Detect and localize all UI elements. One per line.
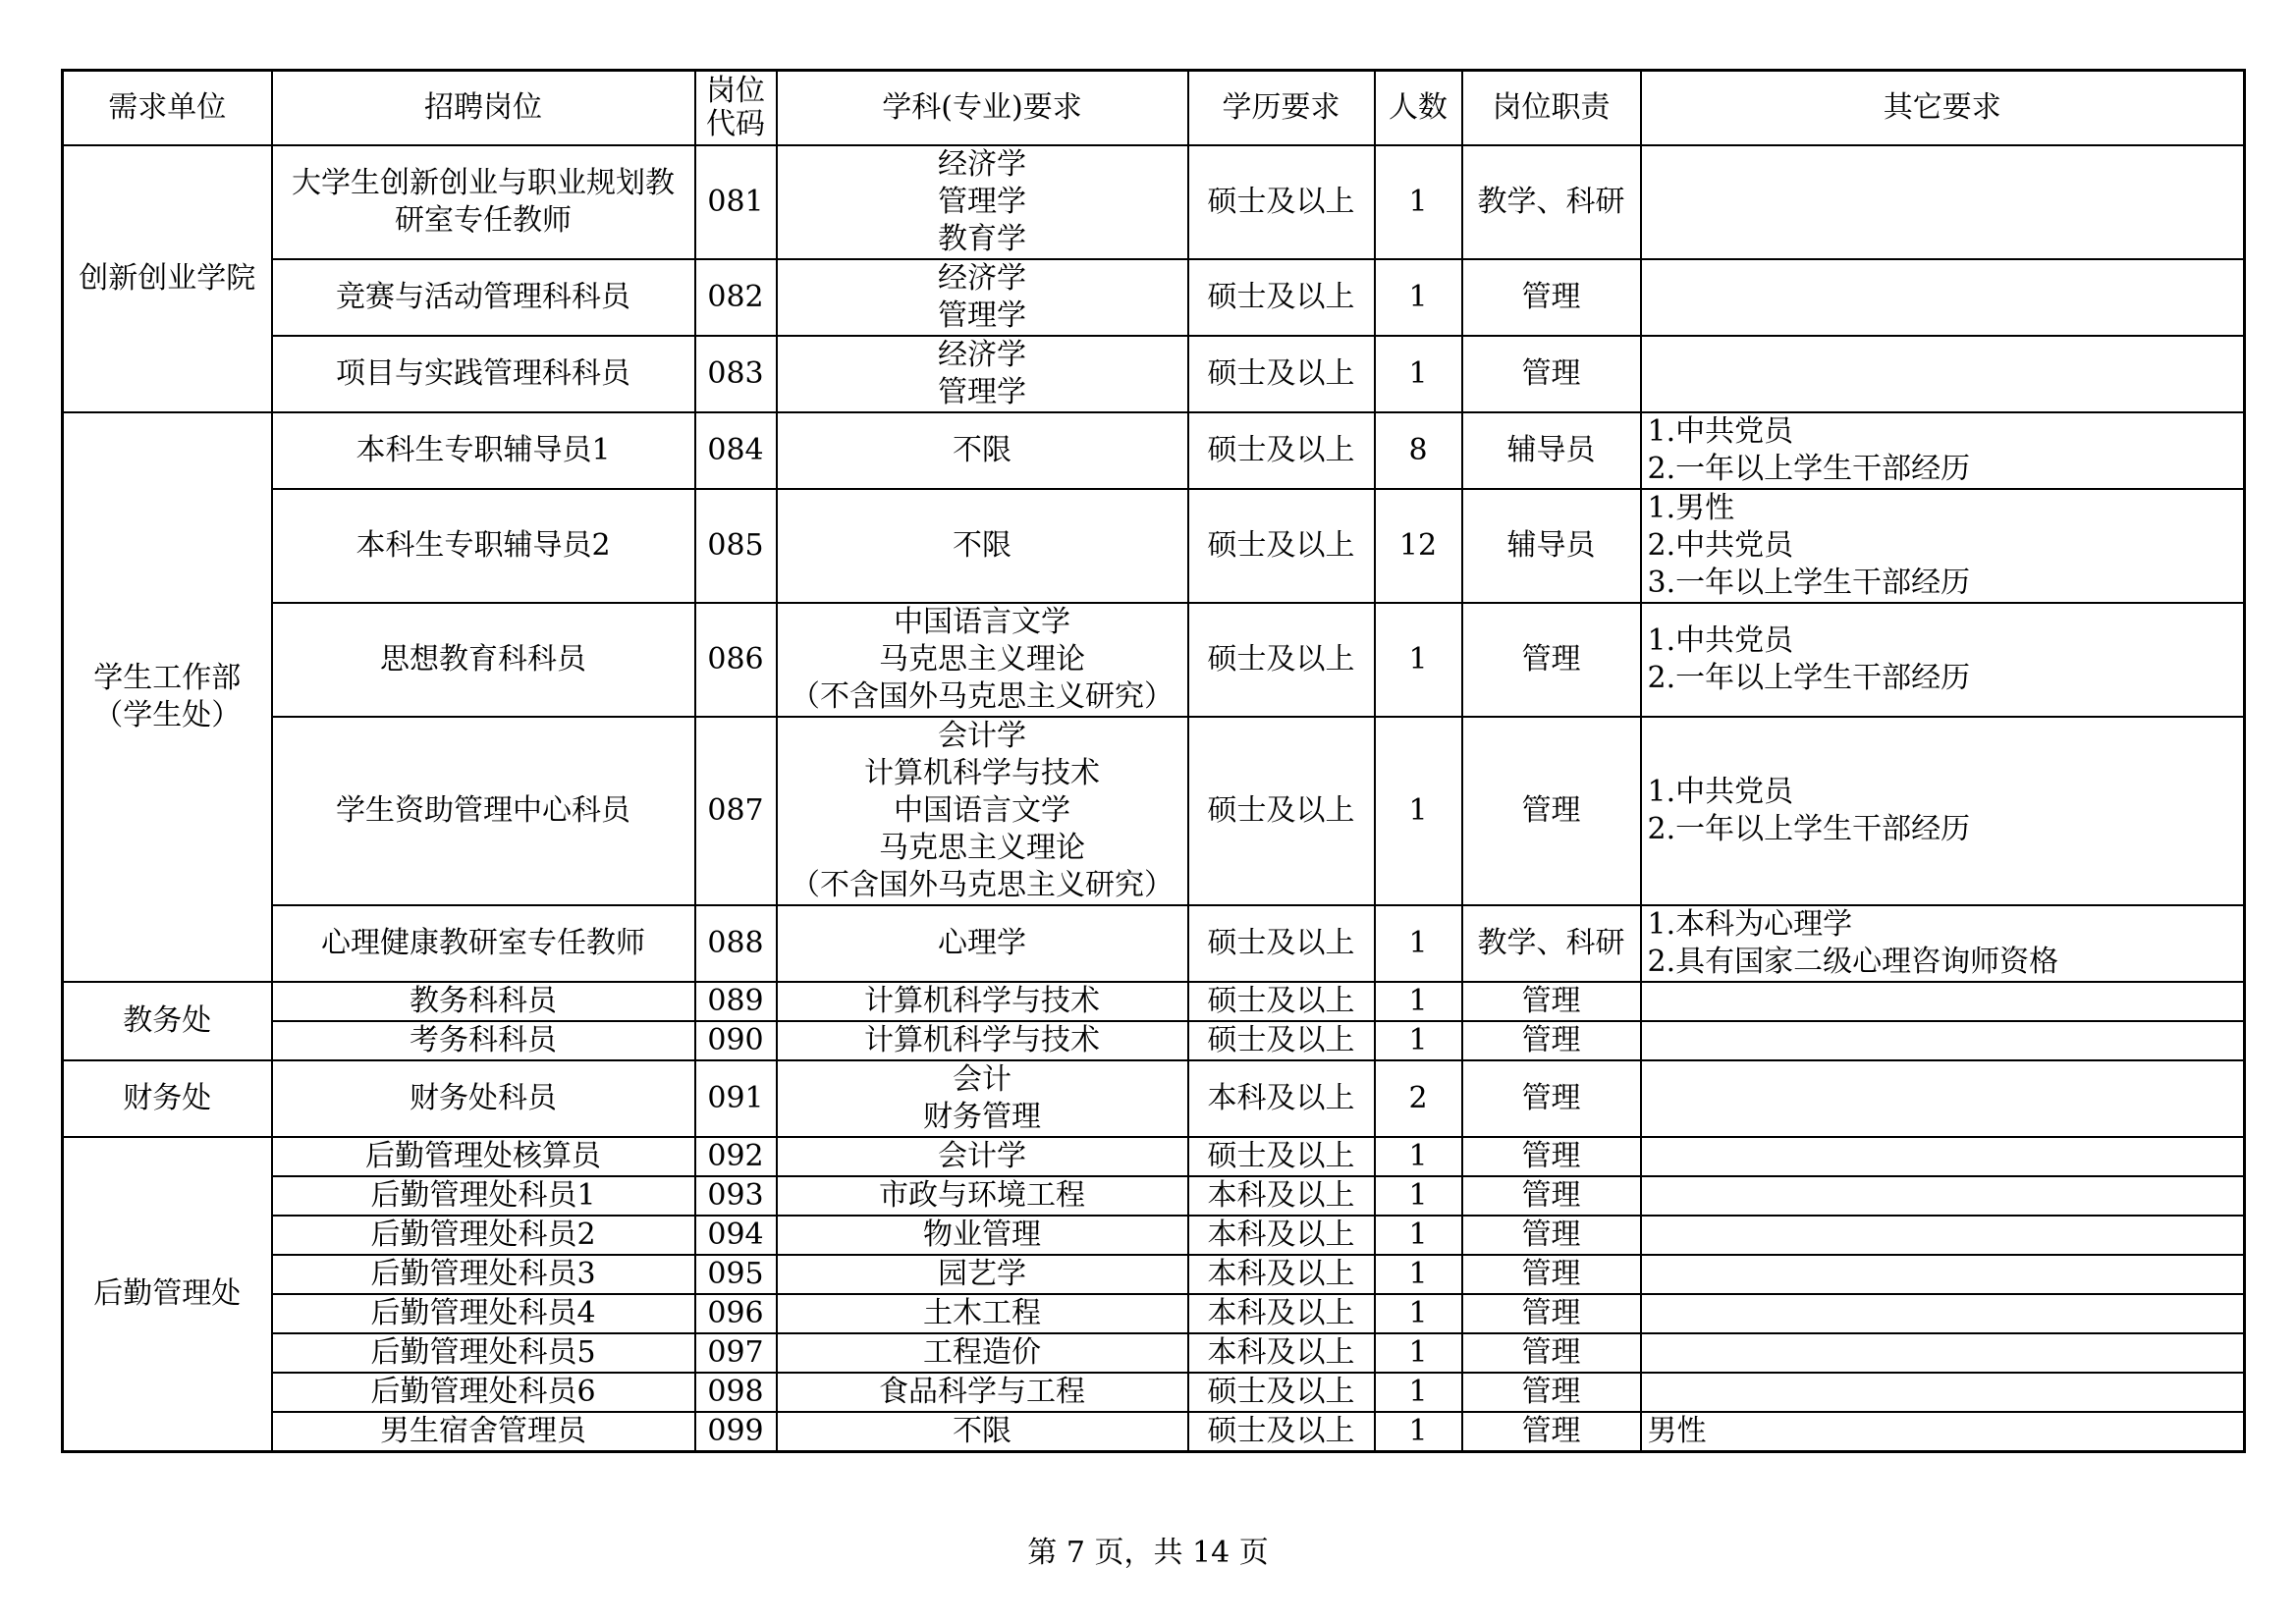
major-cell xyxy=(777,1255,1188,1294)
major-cell-line: 马克思主义理论 xyxy=(879,831,1085,865)
major-cell xyxy=(777,905,1188,982)
position-cell xyxy=(272,1333,695,1373)
position-cell-line: 考务科科员 xyxy=(410,1023,557,1057)
position-cell xyxy=(272,1137,695,1176)
code-cell: 090 xyxy=(695,1021,777,1060)
major-cell xyxy=(777,336,1188,412)
position-cell xyxy=(272,412,695,489)
other-cell xyxy=(1641,982,2245,1021)
duty-cell: 管理 xyxy=(1462,603,1641,717)
major-cell-line: 物业管理 xyxy=(923,1217,1041,1252)
position-cell xyxy=(272,982,695,1021)
table-row xyxy=(63,412,2245,489)
major-cell-line: 不限 xyxy=(953,528,1011,563)
unit-cell-line: 学生工作部 xyxy=(93,661,242,695)
code-cell: 084 xyxy=(695,412,777,489)
duty-cell: 管理 xyxy=(1462,1216,1641,1255)
position-cell-line: 本科生专职辅导员1 xyxy=(355,433,611,467)
code-cell: 099 xyxy=(695,1412,777,1452)
degree-cell: 硕士及以上 xyxy=(1188,603,1375,717)
major-cell-line: 管理学 xyxy=(938,298,1026,333)
other-cell xyxy=(1641,717,2245,905)
count-cell: 1 xyxy=(1375,1176,1462,1216)
count-cell: 1 xyxy=(1375,1294,1462,1333)
code-cell: 085 xyxy=(695,489,777,603)
major-cell-line: 中国语言文学 xyxy=(894,793,1070,828)
position-cell-line: 后勤管理处科员5 xyxy=(370,1335,596,1370)
code-cell: 097 xyxy=(695,1333,777,1373)
duty-cell: 辅导员 xyxy=(1462,489,1641,603)
position-cell xyxy=(272,1176,695,1216)
count-cell: 1 xyxy=(1375,1373,1462,1412)
other-cell xyxy=(1641,1021,2245,1060)
degree-cell: 硕士及以上 xyxy=(1188,489,1375,603)
recruitment-table-container xyxy=(61,69,2243,1453)
position-cell xyxy=(272,1216,695,1255)
position-cell xyxy=(272,1412,695,1452)
degree-cell: 硕士及以上 xyxy=(1188,982,1375,1021)
other-cell xyxy=(1641,1412,2245,1452)
table-row xyxy=(63,145,2245,259)
other-cell xyxy=(1641,1060,2245,1137)
duty-cell: 管理 xyxy=(1462,982,1641,1021)
duty-cell: 管理 xyxy=(1462,1137,1641,1176)
degree-cell: 硕士及以上 xyxy=(1188,259,1375,336)
position-cell-line: 本科生专职辅导员2 xyxy=(355,528,611,563)
position-cell-line: 男生宿舍管理员 xyxy=(380,1414,586,1448)
major-cell-line: 管理学 xyxy=(938,375,1026,409)
code-cell: 095 xyxy=(695,1255,777,1294)
other-cell xyxy=(1641,489,2245,603)
count-cell: 1 xyxy=(1375,1333,1462,1373)
major-cell-line: 经济学 xyxy=(938,261,1026,296)
position-cell-line: 项目与实践管理科科员 xyxy=(336,356,630,391)
degree-cell: 硕士及以上 xyxy=(1188,145,1375,259)
major-cell-line: 经济学 xyxy=(938,338,1026,372)
code-cell: 091 xyxy=(695,1060,777,1137)
position-cell-line: 教务科科员 xyxy=(410,984,557,1018)
header-code-line: 代码 xyxy=(706,107,765,141)
code-cell: 092 xyxy=(695,1137,777,1176)
duty-cell: 管理 xyxy=(1462,1333,1641,1373)
major-cell-line: 经济学 xyxy=(938,147,1026,182)
major-cell xyxy=(777,489,1188,603)
major-cell xyxy=(777,1176,1188,1216)
degree-cell: 硕士及以上 xyxy=(1188,905,1375,982)
position-cell xyxy=(272,1255,695,1294)
header-count: 人数 xyxy=(1375,71,1462,146)
count-cell: 1 xyxy=(1375,717,1462,905)
other-cell-line: 2.一年以上学生干部经历 xyxy=(1647,812,1971,846)
code-cell: 082 xyxy=(695,259,777,336)
degree-cell: 本科及以上 xyxy=(1188,1060,1375,1137)
count-cell: 1 xyxy=(1375,1255,1462,1294)
degree-cell: 本科及以上 xyxy=(1188,1255,1375,1294)
table-row xyxy=(63,1060,2245,1137)
major-cell-line: 不限 xyxy=(953,1414,1011,1448)
major-cell xyxy=(777,1060,1188,1137)
table-row xyxy=(63,1294,2245,1333)
position-cell-line: 后勤管理处科员4 xyxy=(370,1296,596,1330)
position-cell-line: 后勤管理处核算员 xyxy=(365,1139,601,1173)
code-cell: 089 xyxy=(695,982,777,1021)
duty-cell: 管理 xyxy=(1462,1176,1641,1216)
other-cell-line: 1.中共党员 xyxy=(1647,414,1794,449)
count-cell: 1 xyxy=(1375,259,1462,336)
code-cell: 081 xyxy=(695,145,777,259)
major-cell xyxy=(777,1373,1188,1412)
major-cell-line: 计算机科学与技术 xyxy=(864,984,1100,1018)
other-cell-line: 2.一年以上学生干部经历 xyxy=(1647,452,1971,486)
duty-cell: 管理 xyxy=(1462,1373,1641,1412)
count-cell: 1 xyxy=(1375,1412,1462,1452)
degree-cell: 本科及以上 xyxy=(1188,1176,1375,1216)
degree-cell: 本科及以上 xyxy=(1188,1216,1375,1255)
major-cell-line: 教育学 xyxy=(938,222,1026,256)
duty-cell: 管理 xyxy=(1462,1294,1641,1333)
position-cell xyxy=(272,1021,695,1060)
position-cell-line: 财务处科员 xyxy=(410,1081,557,1115)
unit-cell-line: 后勤管理处 xyxy=(93,1276,242,1311)
unit-cell xyxy=(63,412,272,982)
position-cell xyxy=(272,603,695,717)
position-cell-line: 大学生创新创业与职业规划教 xyxy=(292,166,675,200)
header-code xyxy=(695,71,777,146)
position-cell xyxy=(272,1294,695,1333)
code-cell: 093 xyxy=(695,1176,777,1216)
duty-cell: 管理 xyxy=(1462,1255,1641,1294)
major-cell-line: 财务管理 xyxy=(923,1100,1041,1134)
major-cell xyxy=(777,1294,1188,1333)
position-cell xyxy=(272,259,695,336)
table-row xyxy=(63,603,2245,717)
unit-cell-line: 教务处 xyxy=(123,1003,212,1038)
header-code-line: 岗位 xyxy=(706,74,765,108)
duty-cell: 管理 xyxy=(1462,1060,1641,1137)
major-cell xyxy=(777,1216,1188,1255)
position-cell-line: 后勤管理处科员6 xyxy=(370,1375,596,1409)
header-other: 其它要求 xyxy=(1641,71,2245,146)
table-row xyxy=(63,717,2245,905)
position-cell xyxy=(272,489,695,603)
major-cell-line: （不含国外马克思主义研究） xyxy=(791,679,1174,714)
other-cell-line: 2.一年以上学生干部经历 xyxy=(1647,661,1971,695)
other-cell-line: 1.中共党员 xyxy=(1647,775,1794,809)
position-cell xyxy=(272,717,695,905)
degree-cell: 硕士及以上 xyxy=(1188,412,1375,489)
other-cell xyxy=(1641,1255,2245,1294)
table-row xyxy=(63,259,2245,336)
major-cell-line: 不限 xyxy=(953,433,1011,467)
table-row xyxy=(63,905,2245,982)
major-cell xyxy=(777,717,1188,905)
table-row xyxy=(63,1021,2245,1060)
count-cell: 1 xyxy=(1375,1021,1462,1060)
major-cell xyxy=(777,412,1188,489)
major-cell xyxy=(777,1021,1188,1060)
header-position: 招聘岗位 xyxy=(272,71,695,146)
major-cell xyxy=(777,982,1188,1021)
other-cell xyxy=(1641,336,2245,412)
other-cell xyxy=(1641,1216,2245,1255)
code-cell: 094 xyxy=(695,1216,777,1255)
duty-cell: 管理 xyxy=(1462,259,1641,336)
table-row xyxy=(63,1216,2245,1255)
major-cell-line: 土木工程 xyxy=(923,1296,1041,1330)
unit-cell-line: （学生处） xyxy=(93,698,242,732)
other-cell xyxy=(1641,603,2245,717)
position-cell xyxy=(272,1060,695,1137)
position-cell-line: 后勤管理处科员2 xyxy=(370,1217,596,1252)
position-cell xyxy=(272,905,695,982)
major-cell xyxy=(777,1412,1188,1452)
table-row xyxy=(63,336,2245,412)
duty-cell: 管理 xyxy=(1462,1412,1641,1452)
major-cell xyxy=(777,1333,1188,1373)
header-degree: 学历要求 xyxy=(1188,71,1375,146)
count-cell: 8 xyxy=(1375,412,1462,489)
major-cell xyxy=(777,259,1188,336)
major-cell-line: 管理学 xyxy=(938,185,1026,219)
duty-cell: 教学、科研 xyxy=(1462,905,1641,982)
other-cell-line: 2.具有国家二级心理咨询师资格 xyxy=(1647,945,2059,979)
position-cell-line: 心理健康教研室专任教师 xyxy=(321,926,645,960)
other-cell-line: 1.本科为心理学 xyxy=(1647,907,1853,942)
degree-cell: 硕士及以上 xyxy=(1188,1021,1375,1060)
other-cell-line: 1.中共党员 xyxy=(1647,623,1794,658)
count-cell: 1 xyxy=(1375,1137,1462,1176)
major-cell-line: 计算机科学与技术 xyxy=(864,756,1100,790)
major-cell-line: 会计学 xyxy=(938,1139,1026,1173)
major-cell-line: 园艺学 xyxy=(938,1257,1026,1291)
unit-cell-line: 财务处 xyxy=(123,1081,212,1115)
code-cell: 087 xyxy=(695,717,777,905)
table-row xyxy=(63,1255,2245,1294)
count-cell: 1 xyxy=(1375,336,1462,412)
other-cell xyxy=(1641,1137,2245,1176)
other-cell xyxy=(1641,145,2245,259)
count-cell: 1 xyxy=(1375,1216,1462,1255)
major-cell-line: 心理学 xyxy=(938,926,1026,960)
count-cell: 1 xyxy=(1375,905,1462,982)
position-cell-line: 思想教育科科员 xyxy=(380,642,586,676)
major-cell-line: 工程造价 xyxy=(923,1335,1041,1370)
count-cell: 1 xyxy=(1375,982,1462,1021)
duty-cell: 管理 xyxy=(1462,1021,1641,1060)
header-duty: 岗位职责 xyxy=(1462,71,1641,146)
header-unit: 需求单位 xyxy=(63,71,272,146)
code-cell: 096 xyxy=(695,1294,777,1333)
major-cell xyxy=(777,603,1188,717)
position-cell-line: 竞赛与活动管理科科员 xyxy=(336,280,630,314)
table-row xyxy=(63,1137,2245,1176)
table-row xyxy=(63,1412,2245,1452)
major-cell xyxy=(777,145,1188,259)
major-cell-line: （不含国外马克思主义研究） xyxy=(791,868,1174,902)
duty-cell: 管理 xyxy=(1462,336,1641,412)
code-cell: 086 xyxy=(695,603,777,717)
degree-cell: 硕士及以上 xyxy=(1188,1137,1375,1176)
major-cell xyxy=(777,1137,1188,1176)
major-cell-line: 食品科学与工程 xyxy=(879,1375,1085,1409)
table-row xyxy=(63,1176,2245,1216)
degree-cell: 硕士及以上 xyxy=(1188,336,1375,412)
table-row xyxy=(63,982,2245,1021)
degree-cell: 本科及以上 xyxy=(1188,1333,1375,1373)
degree-cell: 硕士及以上 xyxy=(1188,717,1375,905)
header-major: 学科(专业)要求 xyxy=(777,71,1188,146)
position-cell xyxy=(272,145,695,259)
count-cell: 12 xyxy=(1375,489,1462,603)
duty-cell: 辅导员 xyxy=(1462,412,1641,489)
unit-cell xyxy=(63,145,272,412)
other-cell-line: 2.中共党员 xyxy=(1647,528,1794,563)
other-cell xyxy=(1641,1176,2245,1216)
duty-cell: 管理 xyxy=(1462,717,1641,905)
degree-cell: 本科及以上 xyxy=(1188,1294,1375,1333)
major-cell-line: 马克思主义理论 xyxy=(879,642,1085,676)
other-cell xyxy=(1641,1333,2245,1373)
major-cell-line: 会计 xyxy=(953,1062,1011,1097)
other-cell xyxy=(1641,412,2245,489)
position-cell xyxy=(272,336,695,412)
header-row xyxy=(63,71,2245,146)
major-cell-line: 会计学 xyxy=(938,719,1026,753)
count-cell: 1 xyxy=(1375,145,1462,259)
table-row xyxy=(63,489,2245,603)
other-cell-line: 1.男性 xyxy=(1647,491,1735,525)
degree-cell: 硕士及以上 xyxy=(1188,1412,1375,1452)
recruitment-table xyxy=(61,69,2246,1453)
unit-cell-line: 创新创业学院 xyxy=(79,261,256,296)
unit-cell xyxy=(63,982,272,1060)
position-cell xyxy=(272,1373,695,1412)
other-cell xyxy=(1641,259,2245,336)
count-cell: 1 xyxy=(1375,603,1462,717)
duty-cell: 教学、科研 xyxy=(1462,145,1641,259)
page-footer: 第 7 页，共 14 页 xyxy=(1027,1536,1269,1570)
major-cell-line: 中国语言文学 xyxy=(894,605,1070,639)
code-cell: 088 xyxy=(695,905,777,982)
position-cell-line: 研室专任教师 xyxy=(395,203,572,238)
code-cell: 083 xyxy=(695,336,777,412)
unit-cell xyxy=(63,1137,272,1452)
major-cell-line: 计算机科学与技术 xyxy=(864,1023,1100,1057)
table-row xyxy=(63,1373,2245,1412)
other-cell-line: 男性 xyxy=(1647,1414,1707,1448)
position-cell-line: 学生资助管理中心科员 xyxy=(336,793,630,828)
major-cell-line: 市政与环境工程 xyxy=(879,1178,1085,1213)
other-cell xyxy=(1641,1373,2245,1412)
code-cell: 098 xyxy=(695,1373,777,1412)
other-cell-line: 3.一年以上学生干部经历 xyxy=(1647,566,1971,600)
position-cell-line: 后勤管理处科员1 xyxy=(370,1178,596,1213)
other-cell xyxy=(1641,1294,2245,1333)
position-cell-line: 后勤管理处科员3 xyxy=(370,1257,596,1291)
other-cell xyxy=(1641,905,2245,982)
table-row xyxy=(63,1333,2245,1373)
count-cell: 2 xyxy=(1375,1060,1462,1137)
degree-cell: 硕士及以上 xyxy=(1188,1373,1375,1412)
unit-cell xyxy=(63,1060,272,1137)
